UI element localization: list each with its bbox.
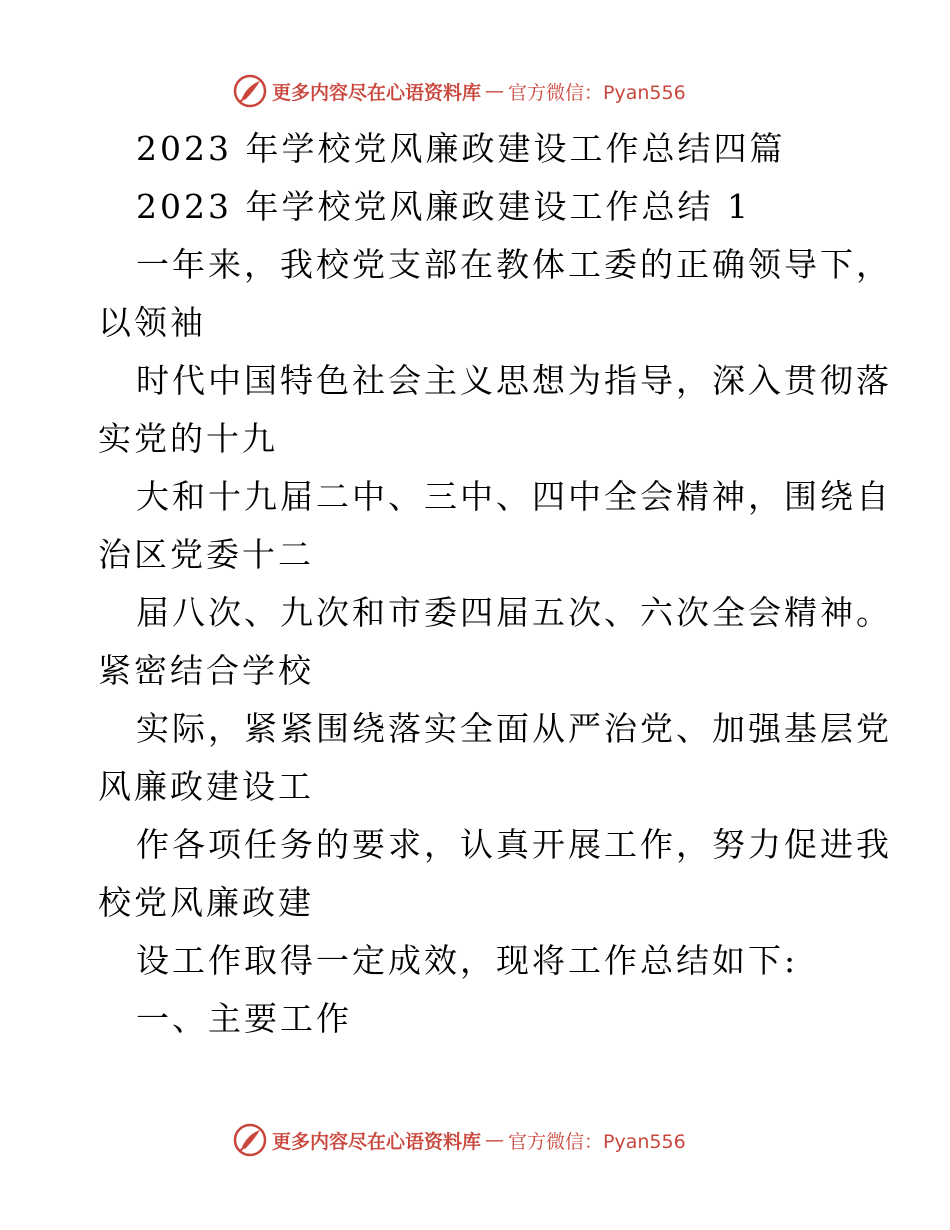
doc-line: 实党的十九 <box>98 419 278 458</box>
quill-circle-logo-icon <box>232 1122 268 1158</box>
doc-title: 2023 年学校党风廉政建设工作总结四篇 <box>136 129 786 168</box>
watermark-sub-text: 官方微信：Pyan556 <box>508 81 686 104</box>
doc-line: 作各项任务的要求，认真开展工作，努力促进我 <box>136 825 892 864</box>
doc-line: 以领袖 <box>98 303 206 342</box>
doc-line: 时代中国特色社会主义思想为指导，深入贯彻落 <box>136 361 892 400</box>
doc-line: 实际，紧紧围绕落实全面从严治党、加强基层党 <box>136 709 892 748</box>
doc-line: 届八次、九次和市委四届五次、六次全会精神。 <box>136 593 892 632</box>
document-body <box>98 120 892 1048</box>
header-watermark <box>232 72 686 110</box>
watermark-dash: — <box>485 80 505 102</box>
doc-line: 紧密结合学校 <box>98 651 314 690</box>
quill-circle-logo-icon <box>232 73 268 109</box>
section-heading: 一、主要工作 <box>136 999 352 1038</box>
doc-line: 校党风廉政建 <box>98 883 314 922</box>
watermark-main-text: 更多内容尽在心语资料库 <box>272 1130 482 1153</box>
doc-line: 一年来，我校党支部在教体工委的正确领导下， <box>136 245 892 284</box>
watermark-sub-text: 官方微信：Pyan556 <box>508 1130 686 1153</box>
watermark-dash: — <box>485 1129 505 1151</box>
doc-subtitle: 2023 年学校党风廉政建设工作总结 1 <box>136 187 751 226</box>
doc-line: 设工作取得一定成效，现将工作总结如下: <box>136 941 799 980</box>
doc-line: 大和十九届二中、三中、四中全会精神，围绕自 <box>136 477 892 516</box>
footer-watermark <box>232 1121 686 1159</box>
watermark-main-text: 更多内容尽在心语资料库 <box>272 81 482 104</box>
doc-line: 治区党委十二 <box>98 535 314 574</box>
doc-line: 风廉政建设工 <box>98 767 314 806</box>
